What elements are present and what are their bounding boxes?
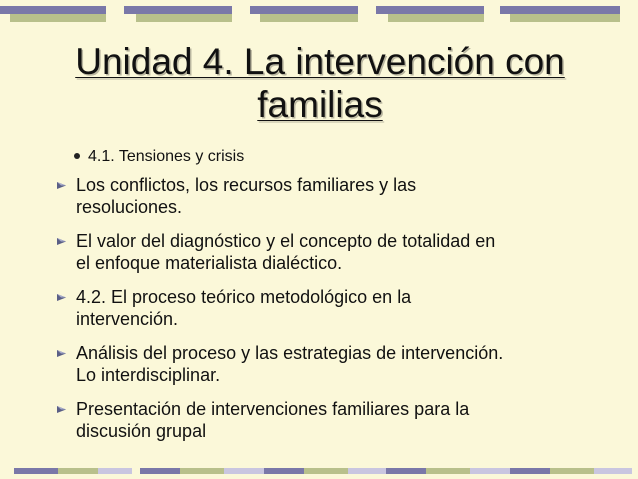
list-item [76,174,606,218]
title-line-1: Unidad 4. La intervención con [75,41,565,82]
bullet-icon [56,404,67,415]
bullet-icon [56,292,67,303]
list-item-line-1: Los conflictos, los recursos familiares y las [76,175,417,195]
bullet-icon [56,236,67,247]
list-item-line-2: el enfoque materialista dialéctico. [76,253,343,273]
bullet-icon [56,348,67,359]
sub-heading-text: 4.1. Tensiones y crisis [88,148,245,165]
list-item-line-2: discusión grupal [76,421,207,441]
list-item [76,342,606,386]
list-item-line-2: Lo interdisciplinar. [76,365,221,385]
list-item-line-1: Análisis del proceso y las estrategias de intervención. [76,343,504,363]
bullet-icon [56,180,67,191]
list-item [76,230,606,274]
sub-heading-item [88,146,244,167]
round-bullet-icon [74,153,80,159]
top-decorative-band [0,0,638,28]
list-item-line-1: El valor del diagnóstico y el concepto de totalidad en [76,231,496,251]
slide-title [40,40,600,126]
list-item [76,398,606,442]
list-item-line-2: resoluciones. [76,197,183,217]
title-line-2: familias [257,84,383,125]
list-item-line-1: Presentación de intervenciones familiares para la [76,399,470,419]
list-item-line-1: 4.2. El proceso teórico metodológico en la [76,287,412,307]
list-item [76,286,606,330]
bottom-decorative-band [0,462,638,479]
list-item-line-2: intervención. [76,309,179,329]
